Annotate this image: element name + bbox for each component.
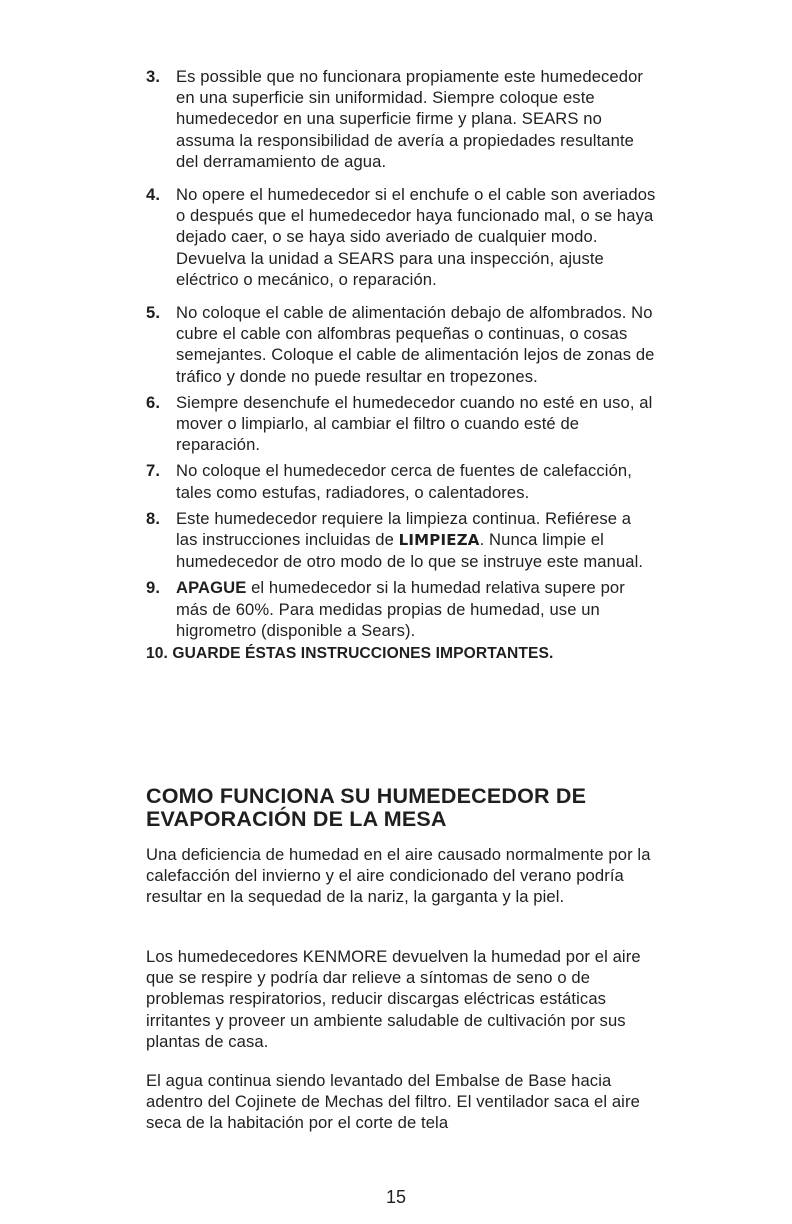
cleaning-reference: LIMPIEZA: [398, 531, 480, 550]
item-text: GUARDE ÉSTAS INSTRUCCIONES IMPORTANTES.: [172, 645, 554, 663]
heading-line-2: EVAPORACIÓN DE LA MESA: [146, 807, 447, 831]
item-text-before: Este humedecedor requiere la limpieza continua. Refiérese a las instrucciones incluidas de: [176, 508, 632, 550]
item-text: No opere el humedecedor si el enchufe o el cable son averiados o después que el humedecedor haya funcionado mal, o se haya dejado caer, o se haya sido averiado de cualquier modo. Devuelva la unidad a SEARS para una inspección, ajuste eléctrico o mecánico, o reparación.: [176, 185, 656, 289]
list-item-7: [146, 460, 656, 502]
list-item-6: [146, 392, 656, 456]
page-number: 15: [385, 1187, 407, 1207]
item-number: 9.: [146, 578, 161, 598]
item-number: 4.: [146, 185, 161, 205]
section-heading: [146, 785, 666, 831]
item-text: Es possible que no funcionara propiamente este humedecedor en una superficie sin uniformidad. Siempre coloque este humedecedor en una superficie firme y plana. SEARS no assuma la responsibilidad de avería a propiedades resultante del derramamiento de agua.: [176, 67, 644, 171]
heading-line-1: COMO FUNCIONA SU HUMEDECEDOR DE: [146, 784, 587, 808]
item-number: 6.: [146, 392, 161, 412]
item-number: 10.: [146, 645, 168, 663]
item-number: 8.: [146, 508, 161, 528]
list-item-3: [146, 66, 656, 172]
safety-instructions-list: [146, 66, 656, 664]
list-item-9: [146, 577, 656, 641]
item-text: No coloque el humedecedor cerca de fuentes de calefacción, tales como estufas, radiadores, o calentadores.: [176, 461, 632, 502]
item-number: 5.: [146, 303, 161, 323]
paragraph-3: El agua continua siendo levantado del Embalse de Base hacia adentro del Cojinete de Mechas del filtro. El ventilador saca el aire seca de la habitación por el corte de tela: [146, 1071, 640, 1133]
item-number: 3.: [146, 67, 161, 86]
item-text-after: . Nunca limpie el humedecedor de otro modo de lo que se instruye este manual.: [176, 530, 644, 572]
list-item-4: [146, 184, 656, 290]
item-number: 7.: [146, 461, 161, 481]
list-item-5: [146, 302, 656, 387]
list-item-8: [146, 508, 656, 573]
paragraph-2: Los humedecedores KENMORE devuelven la humedad por el aire que se respire y podría dar relieve a síntomas de seno o de problemas respiratorios, reducir discargas eléctricas estáticas irritantes y proveer un ambiente saludable de cultivación por sus plantas de casa.: [146, 947, 641, 1051]
list-item-10: [146, 643, 656, 664]
paragraph-1: Una deficiencia de humedad en el aire causado normalmente por la calefacción del invierno y el aire condicionado del verano podría resultar en la sequedad de la nariz, la garganta y la piel.: [146, 845, 651, 907]
item-text: Siempre desenchufe el humedecedor cuando no esté en uso, al mover o limpiarlo, al cambiar el filtro o cuando esté de reparación.: [176, 392, 653, 455]
turn-off-emphasis: APAGUE: [176, 578, 247, 598]
item-text: No coloque el cable de alimentación debajo de alfombrados. No cubre el cable con alfombras pequeñas o continuas, o cosas semejantes. Coloque el cable de alimentación lejos de zonas de tráfico y donde no puede resultar en tropezones.: [176, 303, 655, 386]
item-text-after: el humedecedor si la humedad relativa supere por más de 60%. Para medidas propias de humedad, use un higrometro (disponible a Sears).: [176, 578, 625, 640]
